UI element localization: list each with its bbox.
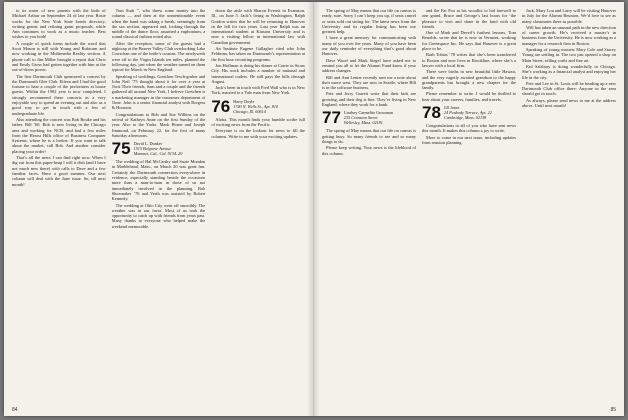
paragraph: Everyone is on the lookout for news to fill the columns. Write to me with your exciting updates. xyxy=(211,128,306,139)
class-heading xyxy=(422,103,516,123)
page-number-right: 85 xyxy=(610,407,616,413)
paragraph: Barb Tobias ’78 writes that she’s been transferred to Boston and now lives in Brookline, where she’s a lawyer with a local firm. xyxy=(422,52,516,68)
paragraph: Also attending the concert was Bob Rouke and his father. Bill ’60. Bob is now living in the Chicago area and working for NCR, and had a few miles from the Hearst Hills office of Business Computer Systems, where he is a broker. If you want to talk about the market, call Bob. And another consider placing your order! xyxy=(12,116,106,154)
gutter-shadow-right xyxy=(314,2,320,416)
magazine-spread xyxy=(4,2,624,416)
paragraph: After the reception, some of the guests had a nightcap at the Beaver Valley Club overlooking Lake Cowichan one of the bride’s cousins. The newlyweds were off to the Virgin Islands ten miles, planned the following day, just when the weather turned on them typical for March in New England. xyxy=(111,40,206,73)
class-heading xyxy=(322,108,416,128)
paragraph: Jack, Mary Lou and Larry will be visiting Hanover in July for the Alumni Reunion. We’d love to see as many classmates there as possible. xyxy=(522,8,616,24)
paragraph: I have a great memory for communicating with many of you over the years. Many of you have been our daily reminder of everything that’s good about Hanover. xyxy=(322,35,416,57)
paragraph: Will has taken an unusual path in the new direction of career growth. He’s received a master’s in business from the University. He is now working as a manager for a research firm in Boston. xyxy=(522,24,616,46)
class-year: 76 xyxy=(211,96,231,116)
paragraph: Kid Salsbury is doing wonderfully in Chicago. She’s working as a financial analyst and enjoying her life in the city. xyxy=(522,63,616,80)
paragraph: A couple of quick items include the word that Scott Mason is still with Young and Rubicam and now working in the Multimedia Reality section. A phone call to Jim Miller brought a report that Chris and Emily Gross had gotten together with him at the out-of-doors picnic. xyxy=(12,40,106,73)
right-page xyxy=(314,2,624,416)
page-number-left: 84 xyxy=(12,407,18,413)
class-heading xyxy=(111,139,206,159)
paragraph: to its roster of new parents with the birth of Michael Arthur on September 24 of last year. Rosie works for the New York State bonds directory, writing grants and refining grant proposals, while Ann continues to work as a music teacher. Best wishes to you both! xyxy=(12,8,106,40)
class-heading xyxy=(211,96,305,116)
class-name: Harry Doyle xyxy=(233,98,255,104)
paragraph: The spring of May means that our life on canvas is getting busy. So many friends to see and so many things to do. xyxy=(322,128,416,144)
paragraph: Tom Stub ’’, who threw some money into the column — and then at the unmentionable event when the band was taking a break, seemingly from the sax section, appeared and, looking through the middle of the dance floor, assumed a euphonium, a sound classical fashion noted also. xyxy=(111,8,206,40)
class-address2: Cambridge, Mass. 02138 xyxy=(443,115,487,121)
paragraph: One of Mark and Deevil’s furthest lessons, Tom Renolds, wrote that he is now in Vermont, working for Greenspace Inc. He says that Hanover is a great place to be. xyxy=(422,30,516,52)
paragraph: Speaking of weddings, Gretchen Tesch-gruber and John Neil ’75 thought about it for over a year at Tuck Their friends, Sam and a couple and the friends gathered all around New York. I believe Gretchen is a marketing manager in the consumer department of Time. John is a senior financial analyst with Borgess & Houston. xyxy=(111,73,206,111)
class-secretary-info xyxy=(233,99,278,114)
class-name: David L. Dunker xyxy=(133,141,163,147)
class-address2: Chicago, Ill. 60614 xyxy=(233,108,266,114)
class-address1: 1515 Belgrave Avenue xyxy=(133,146,172,152)
class-year: 77 xyxy=(322,108,341,128)
paragraph: Speaking of young women: Mary Cole and Stacey Young are settling in. The two just opened a shop on Main Street, selling crafts and fine art. xyxy=(522,47,616,63)
paragraph: The spring of May means that our life on canvas is ready, sure. Sorry I can’t keep you up, if seats cancel or seats sold out sitting for. The latest news from the University and its regular listing has been our greatest help. xyxy=(322,8,416,35)
paragraph: The wedding at Ohio City went off smoothly. The weather was in our favor. Most of us took the opportunity to catch up with friends from years past. Many thanks to everyone who helped make the weekend memorable. xyxy=(111,202,206,229)
paragraph: Bill and Ann Lenter recently sent me a note about their move west. They are now in Seattle, where Bill is in the software business. xyxy=(322,74,416,91)
class-secretary-info xyxy=(344,110,393,125)
class-year: 75 xyxy=(111,139,131,159)
paragraph: Jack’s been in touch with Fred Wall who is in New York, married to a Yale man from New York. xyxy=(211,85,306,96)
text-column xyxy=(211,8,305,400)
class-address2: Mommet, Cal., Cal. 9134–20 xyxy=(133,151,183,157)
paragraph: There were births in new beautiful little Hawaii, and the very eagerly awaited grandson to the happy grandparents has brought a new chapter for the family. xyxy=(422,69,516,91)
class-secretary-info xyxy=(444,105,492,120)
class-address1: 235 Cranston Street xyxy=(343,115,378,121)
paragraph: Congratulations to all of you who have sent news this month. It makes this column a joy to write. xyxy=(422,123,516,134)
text-column xyxy=(422,8,516,400)
class-secretary-info xyxy=(134,141,183,156)
paragraph: As always, please send news to me at the address above. Until next month! xyxy=(522,97,616,109)
paragraph: Aloha. This month finds your humble scribe full of exciting news from the Pacific. xyxy=(211,116,306,128)
paragraph: down the aisle with Sharon Everett in Evanston, Ill., on June 5. Jack’s living in Washington, Ralph Gordon writes that he will be returning to Hanover in the fall for two years. Last year Ralph was an international student at Kinston University and is now a visiting fellow in international law with Canadian government. xyxy=(211,8,306,45)
paragraph: Please keep writing. Your news is the lifeblood of this column. xyxy=(322,145,416,156)
class-address1: 1740 N. Wells St., Apt. 810 xyxy=(233,103,279,109)
text-column xyxy=(12,8,106,400)
text-column xyxy=(112,8,206,400)
paragraph: Pete and Jerry Garrett write that their kids are growing, and their dog is fine. They’re living in New England, where they work for a bank. xyxy=(322,91,416,108)
paragraph: The wedding of Hal McCarthy and Suzie Mondon in Marblehead, Mass., on March 20 was great fun. Certainly the Dartmouth connection everywhere in evidence, especially standing beside the occasions more than a man-to-man in those of us not immediately involved in the planning. Bob Shoemaker ’76 and Verth was assisted by Robert Kennedy. xyxy=(111,159,206,202)
class-year: 78 xyxy=(422,103,441,123)
paragraph: Dave Wood and Mark Siegel have asked me to remind you all to let the Alumni Fund know if your address changes. xyxy=(322,57,416,74)
left-columns xyxy=(12,8,305,400)
paragraph: An Institute Eugene Gallagher cited who John Feldman, has taken on Dartmouth’s representation at the first hour recruiting programs. xyxy=(211,46,306,62)
paragraph: Congratulations to Bob and Sue Wilkins on the arrival of Kathryn Anne on the first Sunday of the year. Also to the Yorks. Mark Horen and Joseph Jimmond, on February 22, for the first of many Saturday afternoons. xyxy=(111,111,206,138)
paragraph: That’s all the news I can find right now. When I dig out from this paper-heap I will it dish (and I have not much new there) with calls to Dave and a few familiar faces. Have a good summer. Our next column will deal with the June issue. So, till next month! xyxy=(12,155,106,187)
text-column xyxy=(522,8,616,400)
paragraph: Please remember to write. I would be thrilled to hear about your careers, families, and travels. xyxy=(422,91,516,102)
class-name: Lindsey Carmelita Grossman xyxy=(343,110,393,116)
text-column xyxy=(322,8,416,400)
gutter-shadow-left xyxy=(307,2,313,416)
paragraph: Jon Hoffman is doing his dinner at Carrie in Sioux City. His work includes a number of national and international outlets. He still pays the bills through August. xyxy=(211,62,306,84)
class-address2: Wellesley, Mass. 02181 xyxy=(343,120,383,126)
class-address1: 24 Peabody Terrace, Apt. 22 xyxy=(443,110,492,116)
paragraph: The first Dartmouth Club sponsored a concert by the Dartmouth Glee Club. Eileen and I had the good fortune to hear a couple of the performers at house guests. Within the 1982 year is now completed. I strongly recommend these concerts as a very enjoyable way to spend an evening out and also as a good way to get in touch with a few of undergraduate life. xyxy=(12,73,106,116)
left-page xyxy=(4,2,314,416)
paragraph: More to come in our next issue, including updates from reunion planning. xyxy=(422,134,516,145)
right-columns xyxy=(322,8,616,400)
class-name: Jill Jones xyxy=(443,105,460,111)
paragraph: Pete and Lee in St. Louis will be heading up a new Dartmouth Club office there. Anyone in the area should get in touch. xyxy=(522,80,616,97)
paragraph: and the Fat Fox at his woodlot to bid farewell to one grand, Bruce and George’s last hours for ‘the pleasure to visit and share in the kind with old friends. xyxy=(422,8,516,29)
